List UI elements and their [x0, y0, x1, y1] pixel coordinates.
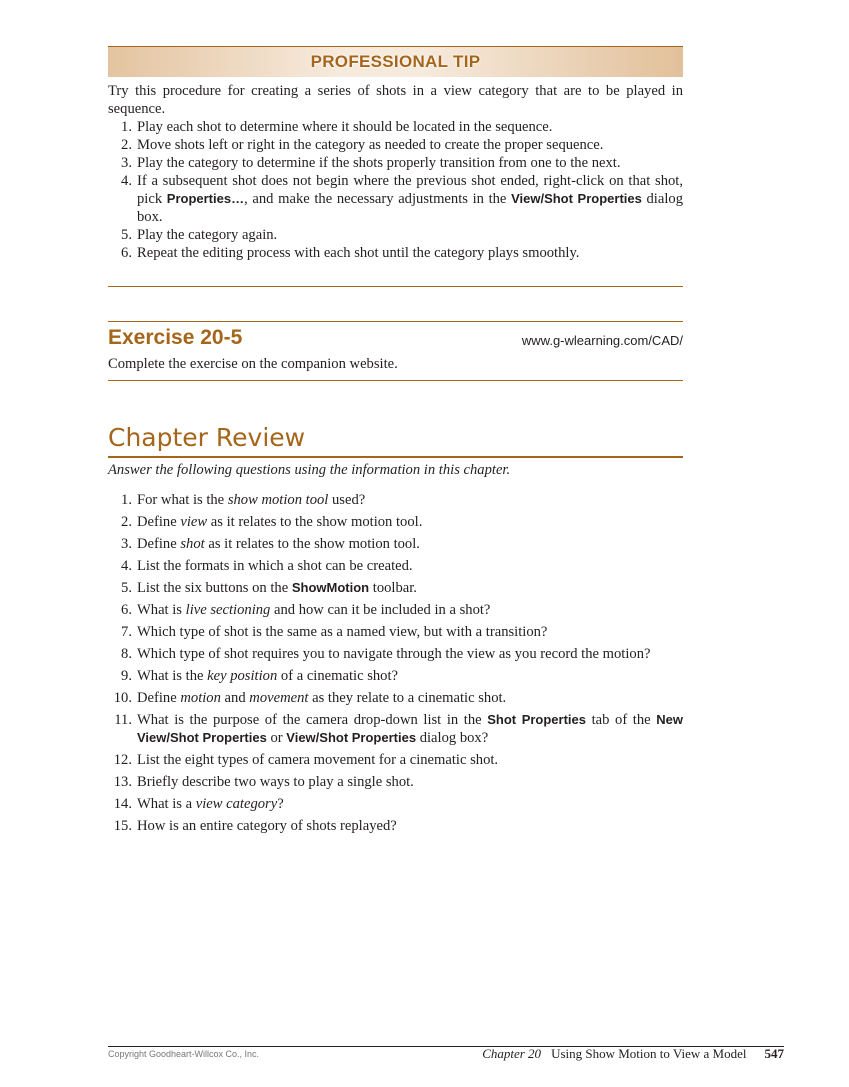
item-text: List the six buttons on the [137, 580, 292, 596]
item-text: Define [137, 690, 181, 706]
tip-step [108, 172, 683, 226]
item-number: 5. [121, 580, 132, 596]
item-text: Which type of shot requires you to navigate through the view as you record the motion? [137, 646, 651, 662]
item-text: What is the [137, 668, 208, 684]
item-number: 11. [114, 712, 132, 728]
page-number: 547 [764, 1046, 784, 1061]
key-term: show motion tool [227, 492, 329, 508]
item-text: as it relates to the show motion tool. [204, 536, 420, 552]
item-text: Which type of shot is the same as a named view, but with a transition? [137, 624, 548, 640]
item-text: If a subsequent shot does not begin where the previous shot ended, right-click on that shot, pick [137, 173, 683, 207]
item-text: as they relate to a cinematic shot. [308, 690, 507, 706]
ui-term: New View/Shot Properties [137, 712, 683, 745]
item-number: 6. [121, 602, 132, 618]
item-text: Play the category to determine if the shots properly transition from one to the next. [137, 155, 621, 171]
item-text: Repeat the editing process with each shot until the category plays smoothly. [137, 245, 580, 261]
item-number: 6. [121, 245, 132, 261]
ui-term: Shot Properties [487, 712, 586, 727]
tip-step [108, 154, 683, 172]
review-question [108, 601, 683, 619]
key-term: movement [249, 690, 309, 706]
item-text: What is a [137, 796, 196, 812]
item-text: tab of the [586, 712, 657, 728]
ui-term: View/Shot Properties [511, 191, 642, 206]
item-number: 5. [121, 227, 132, 243]
item-number: 1. [121, 119, 132, 135]
item-number: 15. [113, 818, 132, 834]
item-text: Play the category again. [137, 227, 278, 243]
key-term: motion [180, 690, 221, 706]
ui-term: Properties… [166, 191, 245, 206]
divider [108, 456, 683, 458]
item-text: What is the purpose of the camera drop-down list in the [137, 712, 488, 728]
item-number: 7. [121, 624, 132, 640]
review-question [108, 667, 683, 685]
tip-step [108, 136, 683, 154]
key-term: live sectioning [185, 602, 271, 618]
key-term: view category [195, 796, 278, 812]
divider [108, 321, 683, 322]
professional-tip-header [108, 46, 683, 77]
exercise-url-link[interactable]: www.g-wlearning.com/CAD/ [521, 333, 683, 348]
item-number: 2. [121, 514, 132, 530]
running-footer [482, 1046, 784, 1062]
divider [108, 286, 683, 287]
copyright: Copyright Goodheart-Willcox Co., Inc. [108, 1049, 260, 1059]
review-question [108, 751, 683, 769]
review-question [108, 795, 683, 813]
item-number: 14. [113, 796, 132, 812]
item-text: or [266, 730, 287, 746]
item-text: What is [137, 602, 186, 618]
exercise-title: Exercise 20-5 [108, 326, 243, 349]
tip-steps-list [108, 118, 683, 262]
item-number: 2. [121, 137, 132, 153]
review-question [108, 491, 683, 509]
review-question [108, 623, 683, 641]
item-number: 10. [113, 690, 132, 706]
item-number: 3. [121, 536, 132, 552]
item-text: How is an entire category of shots replayed? [137, 818, 397, 834]
item-number: 3. [121, 155, 132, 171]
tip-step [108, 118, 683, 136]
review-questions-list [108, 491, 683, 839]
item-text: , and make the necessary adjustments in the [244, 191, 512, 207]
exercise-text: Complete the exercise on the companion website. [108, 356, 398, 372]
item-number: 4. [121, 173, 132, 189]
review-question [108, 773, 683, 791]
item-text: ? [277, 796, 284, 812]
item-text: Briefly describe two ways to play a single shot. [137, 774, 414, 790]
key-term: view [180, 514, 208, 530]
item-text: as it relates to the show motion tool. [207, 514, 423, 530]
tip-intro: Try this procedure for creating a series of shots in a view category that are to be played in sequence. [108, 83, 683, 117]
key-term: shot [180, 536, 205, 552]
item-number: 1. [121, 492, 132, 508]
ui-term: View/Shot Properties [286, 730, 417, 745]
item-number: 13. [113, 774, 132, 790]
item-text: and how can it be included in a shot? [270, 602, 491, 618]
tip-body [108, 82, 683, 262]
item-number: 9. [121, 668, 132, 684]
item-text: dialog box. [137, 191, 683, 225]
ui-term: ShowMotion [291, 580, 370, 595]
chapter-title: Using Show Motion to View a Model [551, 1046, 747, 1061]
item-text: List the eight types of camera movement for a cinematic shot. [137, 752, 499, 768]
tip-step [108, 226, 683, 244]
tip-step [108, 244, 683, 262]
review-instructions: Answer the following questions using the information in this chapter. [108, 462, 511, 478]
item-text: Play each shot to determine where it should be located in the sequence. [137, 119, 553, 135]
review-question [108, 513, 683, 531]
item-text: List the formats in which a shot can be created. [137, 558, 413, 574]
item-text: Define [137, 536, 181, 552]
item-text: Define [137, 514, 181, 530]
review-question [108, 579, 683, 597]
key-term: key position [207, 668, 278, 684]
item-number: 8. [121, 646, 132, 662]
item-number: 4. [121, 558, 132, 574]
divider [108, 380, 683, 381]
item-text: of a cinematic shot? [277, 668, 399, 684]
review-question [108, 817, 683, 835]
review-question [108, 535, 683, 553]
chapter-review-heading: Chapter Review [108, 423, 306, 452]
review-question [108, 711, 683, 747]
item-text: For what is the [137, 492, 228, 508]
chapter-label: Chapter 20 [482, 1046, 542, 1061]
review-question [108, 645, 683, 663]
item-text: and [220, 690, 250, 706]
item-number: 12. [113, 752, 132, 768]
review-question [108, 557, 683, 575]
review-question [108, 689, 683, 707]
item-text: used? [328, 492, 366, 508]
tip-title: PROFESSIONAL TIP [310, 52, 481, 71]
item-text: toolbar. [369, 580, 417, 596]
item-text: dialog box? [416, 730, 489, 746]
item-text: Move shots left or right in the category as needed to create the proper sequence. [137, 137, 604, 153]
